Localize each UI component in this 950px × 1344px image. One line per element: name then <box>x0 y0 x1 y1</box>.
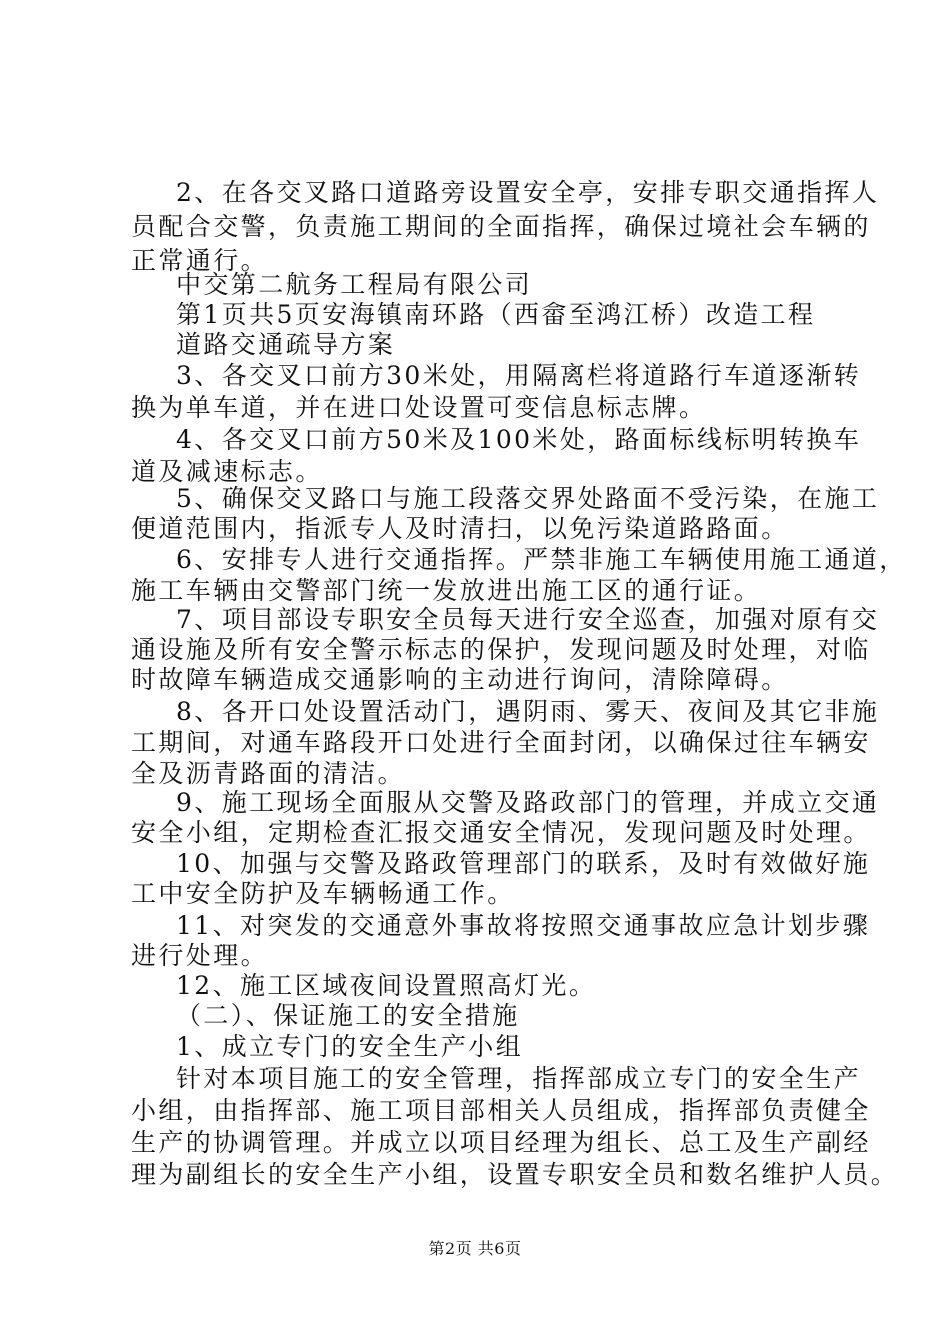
section-heading: （二）、保证施工的安全措施 <box>176 1001 520 1030</box>
text-line: 8、各开口处设置活动门，遇阴雨、雾天、夜间及其它非施 <box>176 697 880 726</box>
text-line: 小组，由指挥部、施工项目部相关人员组成，指挥部负责健全 <box>131 1096 871 1125</box>
text-line: 进行处理。 <box>131 941 269 970</box>
text-line: 通设施及所有安全警示标志的保护，发现问题及时处理，对临 <box>131 635 871 664</box>
text-line: 7、项目部设专职安全员每天进行安全巡查，加强对原有交 <box>176 605 880 634</box>
text-line: 正常通行。 <box>131 246 269 275</box>
page-footer: 第2页 共6页 <box>428 1239 522 1258</box>
text-line: 9、施工现场全面服从交警及路政部门的管理，并成立交通 <box>176 788 880 817</box>
subsection-heading: 1、成立专门的安全生产小组 <box>176 1032 524 1061</box>
text-line: 5、确保交叉路口与施工段落交界处路面不受污染，在施工 <box>176 484 880 513</box>
text-line: 6、安排专人进行交通指挥。严禁非施工车辆使用施工通道， <box>176 545 907 574</box>
text-line: 理为副组长的安全生产小组，设置专职安全员和数名维护人员。 <box>131 1160 899 1189</box>
text-line: 员配合交警，负责施工期间的全面指挥，确保过境社会车辆的 <box>131 212 871 241</box>
text-line: 3、各交叉口前方30米处，用隔离栏将道路行车道逐渐转 <box>176 361 862 390</box>
text-line: 道及减速标志。 <box>131 457 323 486</box>
text-line: 4、各交叉口前方50米及100米处，路面标线标明转换车 <box>176 425 862 454</box>
text-line: 全及沥青路面的清洁。 <box>131 759 406 788</box>
text-line: 2、在各交叉路口道路旁设置安全亭，安排专职交通指挥人 <box>176 178 880 207</box>
text-line: 工期间，对通车路段开口处进行全面封闭，以确保过往车辆安 <box>131 728 871 757</box>
text-line: 第1页共5页安海镇南环路（西畲至鸿江桥）改造工程 <box>176 300 816 329</box>
text-line: 12、施工区域夜间设置照高灯光。 <box>176 971 597 1000</box>
text-line: 换为单车道，并在进口处设置可变信息标志牌。 <box>131 393 707 422</box>
text-line: 便道范围内，指派专人及时清扫，以免污染道路路面。 <box>131 514 789 543</box>
text-line: 施工车辆由交警部门统一发放进出施工区的通行证。 <box>131 576 762 605</box>
text-line: 中交第二航务工程局有限公司 <box>176 270 533 299</box>
text-line: 针对本项目施工的安全管理，指挥部成立专门的安全生产 <box>176 1064 862 1093</box>
text-line: 生产的协调管理。并成立以项目经理为组长、总工及生产副经 <box>131 1128 871 1157</box>
text-line: 时故障车辆造成交通影响的主动进行询问，清除障碍。 <box>131 665 789 694</box>
text-line: 安全小组，定期检查汇报交通安全情况，发现问题及时处理。 <box>131 818 871 847</box>
text-line: 10、加强与交警及路政管理部门的联系，及时有效做好施 <box>176 849 871 878</box>
text-line: 工中安全防护及车辆畅通工作。 <box>131 879 515 908</box>
text-line: 11、对突发的交通意外事故将按照交通事故应急计划步骤 <box>176 911 871 940</box>
text-line: 道路交通疏导方案 <box>176 330 396 359</box>
